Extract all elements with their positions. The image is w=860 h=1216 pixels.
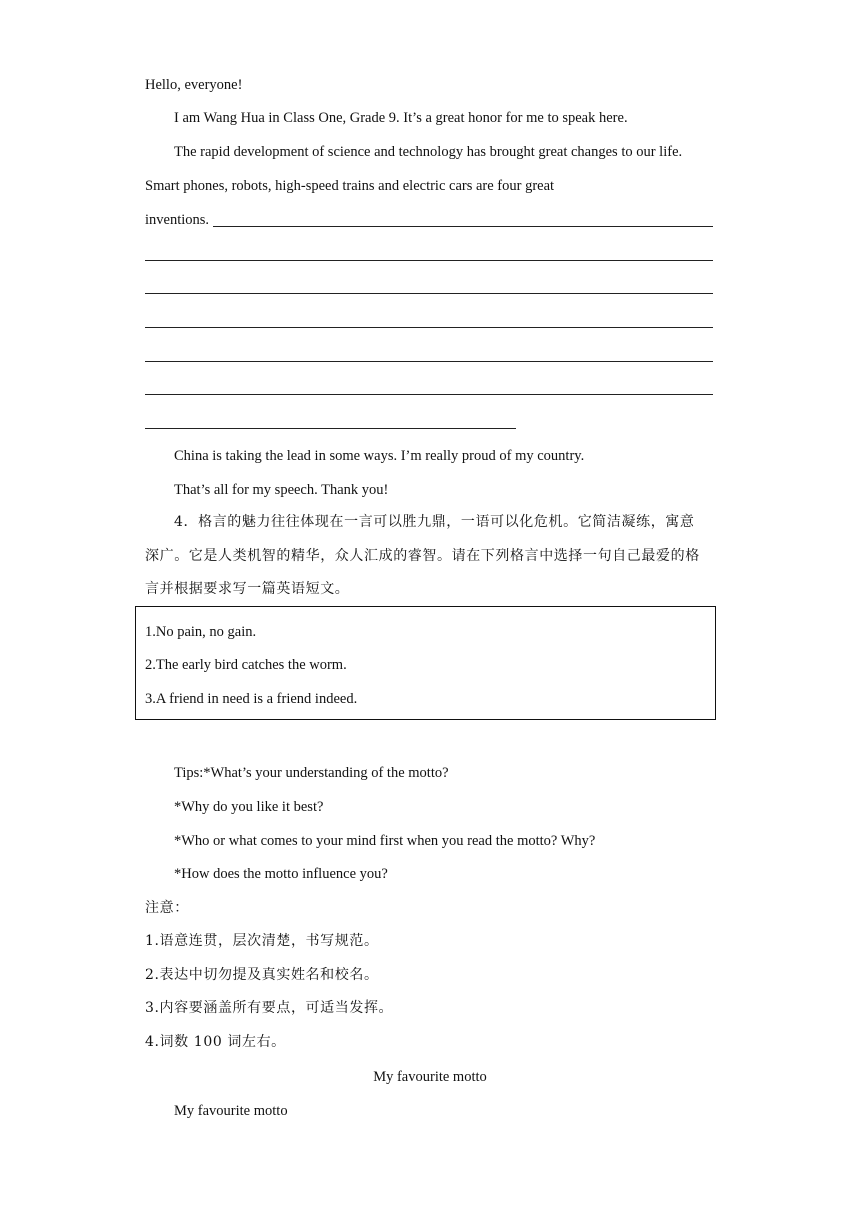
tip-item: *How does the motto influence you? (174, 866, 388, 882)
closing-text-2: That’s all for my speech. Thank you! (174, 482, 389, 498)
greeting-text: Hello, everyone! (145, 77, 243, 93)
notes-title: 注意： (145, 900, 189, 916)
essay-title: My favourite motto (373, 1069, 487, 1085)
question-4-line-3: 言并根据要求写一篇英语短文。 (145, 581, 350, 597)
essay-start-text: My favourite motto (174, 1103, 288, 1119)
answer-blank-line[interactable] (145, 327, 713, 328)
answer-blank-line[interactable] (145, 293, 713, 294)
answer-blank-line[interactable] (145, 260, 713, 261)
note-item: 3.内容要涵盖所有要点，可适当发挥。 (145, 1000, 394, 1016)
paragraph-line-2: Smart phones, robots, high-speed trains and electric cars are four great (145, 178, 555, 194)
paragraph-line-1: The rapid development of science and technology has brought great changes to our life. (174, 144, 683, 160)
motto-item: 3.A friend in need is a friend indeed. (145, 691, 358, 707)
question-4-line-1: 4．格言的魅力往往体现在一言可以胜九鼎，一语可以化危机。它简洁凝练，寓意 (174, 514, 695, 530)
tip-item: *Who or what comes to your mind first when you read the motto? Why? (174, 833, 596, 849)
closing-text-1: China is taking the lead in some ways. I’m really proud of my country. (174, 448, 585, 464)
note-item: 2.表达中切勿提及真实姓名和校名。 (145, 967, 379, 983)
note-item: 4.词数 100 词左右。 (145, 1034, 286, 1050)
answer-blank-line[interactable] (213, 226, 713, 227)
answer-blank-line[interactable] (145, 394, 713, 395)
intro-text: I am Wang Hua in Class One, Grade 9. It’s a great honor for me to speak here. (174, 110, 628, 126)
answer-blank-line[interactable] (145, 361, 713, 362)
answer-blank-line[interactable] (145, 428, 516, 429)
tip-item: Tips:*What’s your understanding of the motto? (174, 765, 449, 781)
tip-item: *Why do you like it best? (174, 799, 324, 815)
paragraph-line-3: inventions. (145, 212, 210, 228)
note-item: 1.语意连贯，层次清楚，书写规范。 (145, 933, 379, 949)
question-4-line-2: 深广。它是人类机智的精华，众人汇成的睿智。请在下列格言中选择一句自己最爱的格 (145, 548, 700, 564)
motto-item: 2.The early bird catches the worm. (145, 657, 347, 673)
motto-item: 1.No pain, no gain. (145, 624, 257, 640)
